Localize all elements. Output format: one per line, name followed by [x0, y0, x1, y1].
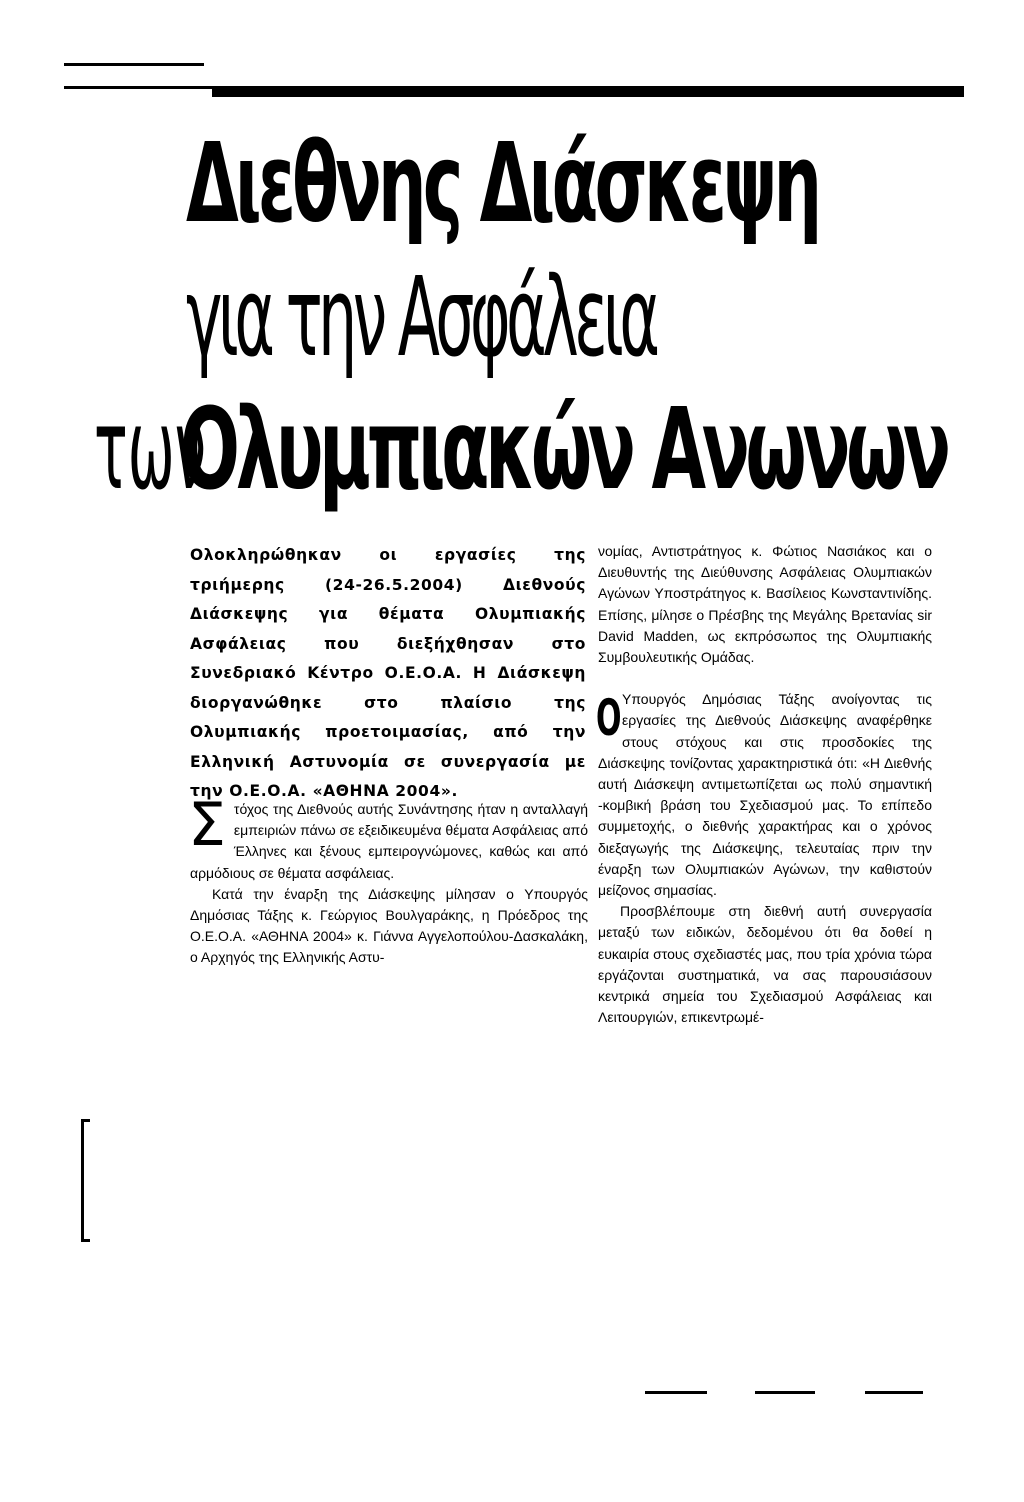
lead-paragraph: Ολοκληρώθηκαν οι εργασίες της τριήμερης (24-26.5.2004) Διεθνούς Διάσκεψης για θέματα Ολυμπιακής Ασφάλειας που διεξήχθησαν στο Συνεδριακό Κέντρο Ο.Ε.Ο.Α. Η Διάσκεψη διοργανώθηκε στο πλαίσιο της Ολυμπιακής προετοιμασίας, από την Ελληνική Αστυνομία σε συνεργασία με την Ο.Ε.Ο.Α. «ΑΘΗΝΑ 2004».: [190, 546, 586, 800]
headline-line-2: για την Ασφάλεια: [186, 253, 656, 381]
paragraph-gap: [598, 668, 932, 689]
bottom-rule-1: [645, 1391, 707, 1394]
right-paragraph-2: [598, 689, 932, 901]
left-column: [188, 790, 588, 969]
dropcap-omicron: Ο: [596, 689, 622, 748]
right-paragraph-2-text: Υπουργός Δημόσιας Τάξης ανοίγοντας τις εργασίες της Διεθνούς Διάσκεψης αναφέρθηκε στους στόχους και στις προσδοκίες της Διάσκεψης τονίζοντας χαρακτηριστικά ότι: «Η Διεθνής αυτή Διάσκεψη αντιμετωπίζεται ως πολύ σημαντική -κομβική βράση του Σχεδιασμού μας. Το επίπεδο συμμετοχής, ο διεθνής χαρακτήρας και ο χρόνος διεξαγωγής της Διάσκεψης, τελευταίας πριν την έναρξη των Ολυμπιακών Αγώνων, την καθιστούν μείζονος σημασίας.: [598, 691, 932, 899]
headline-line-1: Διεθνης Διάσκεψη: [186, 119, 819, 247]
right-paragraph-1: νομίας, Αντιστράτηγος κ. Φώτιος Νασιάκος και ο Διευθυντής της Διεύθυνσης Ασφάλειας Ολυμπιακών Αγώνων Υποστράτηγος κ. Βασίλειος Κωνσταντινίδης. Επίσης, μίλησε ο Πρέσβης της Μεγάλης Βρετανίας sir David Madden, ως εκπρόσωπος της Ολυμπιακής Συμβουλευτικής Ομάδας.: [598, 543, 932, 666]
dropcap-sigma: Σ: [188, 790, 226, 860]
left-paragraph-1: [188, 790, 588, 884]
left-paragraph-2: Κατά την έναρξη της Διάσκεψης μίλησαν ο Υπουργός Δημόσιας Τάξης κ. Γεώργιος Βουλγαράκης, η Πρόεδρος της Ο.Ε.Ο.Α. «ΑΘΗΝΑ 2004» κ. Γιάννα Αγγελοπούλου-Δασκαλάκη, ο Αρχηγός της Ελληνικής Αστυ-: [190, 885, 588, 966]
headline-line-3: Ολυμπιακών Ανωνων: [180, 385, 947, 515]
left-bracket-mark: [81, 1119, 90, 1242]
top-rule-short-1: [64, 63, 204, 66]
headline-line-3-prefix: των: [94, 385, 206, 515]
top-rule-short-2: [64, 86, 212, 89]
right-column: [598, 541, 932, 1028]
right-paragraph-3: Προσβλέπουμε στη διεθνή αυτή συνεργασία μεταξύ των ειδικών, δεδομένου ότι θα δοθεί η ευκαιρία στους σχεδιαστές μας, που τρία χρόνια τώρα εργάζονται συστηματικά, να σας παρουσιάσουν κεντρικά σημεία του Σχεδιασμού Ασφάλειας και Λειτουργιών, επικεντρωμέ-: [598, 903, 932, 1026]
left-paragraph-1-text: τόχος της Διεθνούς αυτής Συνάντησης ήταν η ανταλλαγή εμπειριών πάνω σε εξειδικευμένα θέματα Ασφάλειας από Έλληνες και ξένους εμπειρογνώμονες, καθώς και από αρμόδιους σε θέματα ασφάλειας.: [190, 801, 588, 881]
bottom-rule-2: [755, 1391, 815, 1394]
bottom-rule-3: [865, 1391, 923, 1394]
top-rule-long: [212, 86, 964, 97]
